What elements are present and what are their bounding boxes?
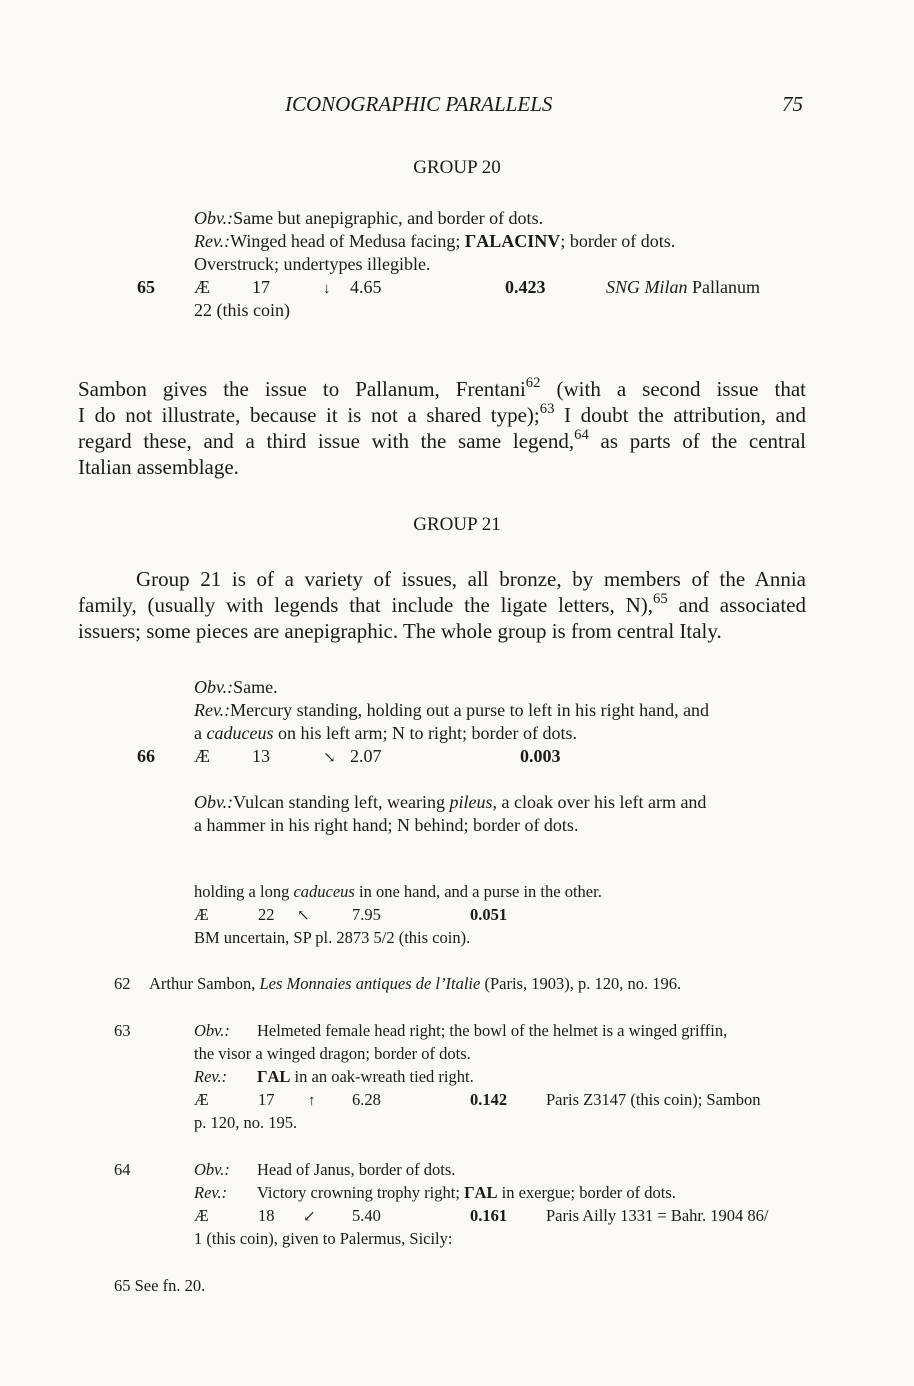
entry-67-obverse: Obv.:Vulcan standing left, wearing pileus, a cloak over his left arm and	[194, 792, 707, 812]
entry-66-size: 13	[252, 746, 270, 766]
entry-65-reference-cont: 22 (this coin)	[194, 300, 290, 320]
entry-66-weight: 2.07	[350, 746, 382, 766]
footnote-64-size: 18	[258, 1206, 275, 1225]
entry-67-reverse: holding a long caduceus in one hand, and a purse in the other.	[194, 882, 602, 901]
group-21-heading: GROUP 21	[413, 514, 501, 535]
group-21-line-3: issuers; some pieces are anepigraphic. The whole group is from central Italy.	[78, 619, 722, 643]
entry-number-66: 66	[137, 746, 155, 766]
entry-67-obverse-cont: a hammer in his right hand; Ν behind; border of dots.	[194, 815, 579, 835]
footnote-63-weight: 6.28	[352, 1090, 381, 1109]
sambon-line-4: Italian assemblage.	[78, 455, 239, 479]
sambon-line-2: I do not illustrate, because it is not a shared type);$^{63}$ I doubt the attribution, and	[78, 401, 806, 427]
footnote-62-text: Arthur Sambon, Les Monnaies antiques de l’Italie (Paris, 1903), p. 120, no. 196.	[149, 974, 682, 993]
group-21-line-2: family, (usually with legends that include the ligate letters, Ν),$^{65}$ and associated	[78, 591, 806, 617]
footnote-65: 65 See fn. 20.	[114, 1276, 206, 1295]
footnote-64-reference-cont: 1 (this coin), given to Palermus, Sicily:	[194, 1229, 453, 1248]
sambon-line-3: regard these, and a third issue with the same legend,$^{64}$ as parts of the central	[78, 427, 806, 453]
footnote-64-rev-label: Rev.:	[194, 1183, 228, 1202]
group-21-paragraph	[78, 566, 806, 644]
footnote-64-die-axis: ↙	[303, 1209, 316, 1225]
footnote-64-obverse: Head of Janus, border of dots.	[257, 1160, 456, 1179]
entry-67-metal: Æ	[194, 905, 209, 924]
group-20-heading: GROUP 20	[413, 157, 501, 178]
group-20-obverse: Obv.:Same but anepigraphic, and border of dots.	[194, 208, 544, 228]
page-number: 75	[782, 92, 803, 116]
footnote-63-ratio: 0.142	[470, 1090, 508, 1109]
entry-66-die-axis: ↘	[323, 750, 336, 766]
entry-66-reverse: Rev.:Mercury standing, holding out a purse to left in his right hand, and	[194, 700, 710, 720]
entry-66-obverse: Obv.:Same.	[194, 677, 278, 697]
footnote-63-reverse: ΓAL in an oak-wreath tied right.	[257, 1067, 474, 1086]
footnote-63-reference: Paris Z3147 (this coin); Sambon	[546, 1090, 761, 1109]
group-20-note: Overstruck; undertypes illegible.	[194, 254, 431, 274]
entry-67-die-axis: ↖	[297, 908, 310, 924]
running-title: ICONOGRAPHIC PARALLELS	[285, 92, 553, 116]
footnote-63-obverse-cont: the visor a winged dragon; border of dots.	[194, 1044, 471, 1063]
footnote-63-number: 63	[114, 1021, 131, 1040]
entry-65-die-axis: ↓	[323, 281, 331, 297]
entry-66-reverse-cont: a caduceus on his left arm; Ν to right; border of dots.	[194, 723, 577, 743]
footnote-64-ratio: 0.161	[470, 1206, 508, 1225]
entry-65-ratio: 0.423	[505, 277, 546, 297]
footnote-63-metal: Æ	[194, 1090, 209, 1109]
footnote-63-rev-label: Rev.:	[194, 1067, 228, 1086]
footnote-64-metal: Æ	[194, 1206, 209, 1225]
entry-67-weight: 7.95	[352, 905, 381, 924]
entry-65-reference: SNG Milan Pallanum	[606, 277, 761, 297]
entry-66-metal: Æ	[194, 746, 211, 766]
entry-67-reference: BM uncertain, SP pl. 2873 5/2 (this coin).	[194, 928, 471, 947]
footnote-62-number: 62	[114, 974, 131, 993]
entry-65-metal: Æ	[194, 277, 211, 297]
footnote-63-die-axis: ↑	[308, 1093, 316, 1109]
footnote-64-number: 64	[114, 1160, 131, 1179]
group-21-line-1: Group 21 is of a variety of issues, all bronze, by members of the Annia	[136, 567, 806, 591]
footnote-63-obv-label: Obv.:	[194, 1021, 230, 1040]
footnote-64-weight: 5.40	[352, 1206, 381, 1225]
footnote-64-reference: Paris Ailly 1331 = Bahr. 1904 86/	[546, 1206, 769, 1225]
entry-number-65: 65	[137, 277, 155, 297]
group-20-reverse: Rev.:Winged head of Medusa facing; ΓALACINV; border of dots.	[194, 231, 676, 251]
sambon-paragraph	[78, 376, 806, 480]
footnote-63-reference-cont: p. 120, no. 195.	[194, 1113, 298, 1132]
footnote-63-obverse: Helmeted female head right; the bowl of the helmet is a winged griffin,	[257, 1021, 728, 1040]
footnote-63-size: 17	[258, 1090, 275, 1109]
entry-65-size: 17	[252, 277, 270, 297]
entry-67-ratio: 0.051	[470, 905, 508, 924]
entry-65-weight: 4.65	[350, 277, 382, 297]
footnote-64-reverse: Victory crowning trophy right; ΓAL in exergue; border of dots.	[257, 1183, 676, 1202]
sambon-line-1: Sambon gives the issue to Pallanum, Frentani$^{62}$ (with a second issue that	[78, 375, 807, 401]
entry-66-ratio: 0.003	[520, 746, 561, 766]
entry-67-size: 22	[258, 905, 275, 924]
footnote-64-obv-label: Obv.:	[194, 1160, 230, 1179]
